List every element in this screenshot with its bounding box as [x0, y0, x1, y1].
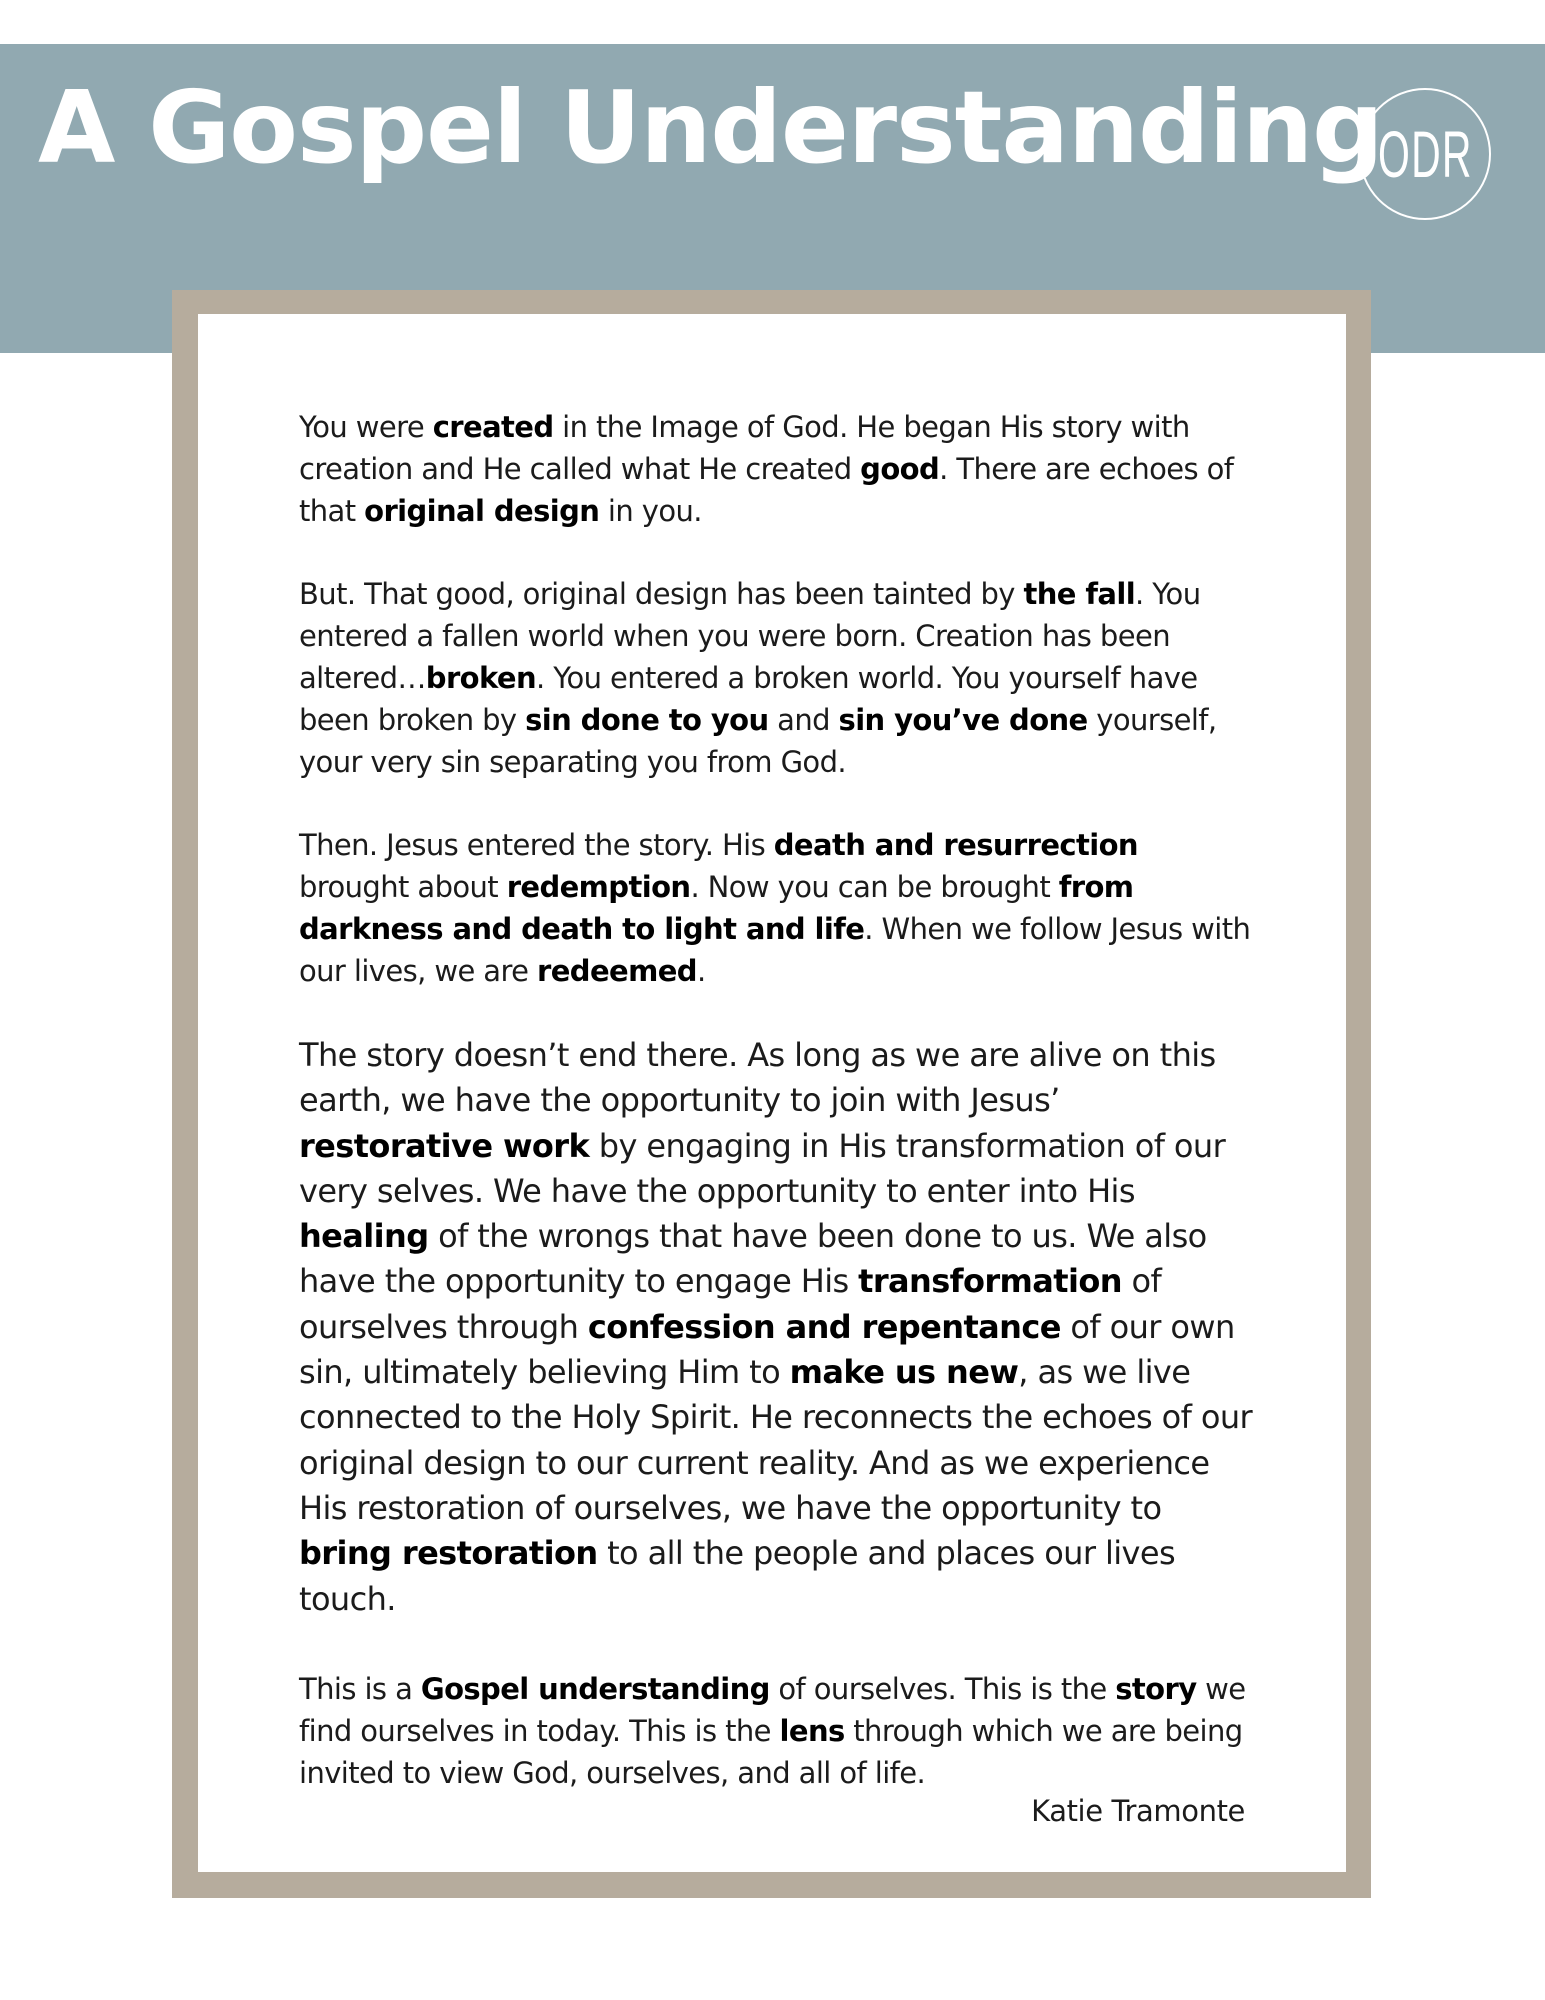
emphasis-text: good	[860, 452, 940, 486]
odr-logo	[1359, 88, 1491, 220]
emphasis-text: transformation	[858, 1262, 1122, 1301]
paragraph-gospel-understanding: This is a Gospel understanding of ourselves. This is the story we find ourselves in today. This is the lens through which we are being invited to view God, ourselves, and all of life.	[299, 1671, 1246, 1790]
emphasis-text: restorative work	[299, 1126, 590, 1165]
emphasis-text: broken	[425, 661, 536, 695]
content-card-inner	[198, 314, 1346, 1872]
emphasis-text: redemption	[506, 870, 691, 904]
emphasis-text: story	[1115, 1671, 1197, 1706]
emphasis-text: sin done to you	[525, 703, 769, 737]
emphasis-text: the fall	[1023, 577, 1136, 611]
paragraph-fall: But. That good, original design has been tainted by the fall. You entered a fallen world when you were born. Creation has been altered…broken. You entered a broken world. You yourself have been broken by sin done to you and sin you’ve done yourself, your very sin separating you from God.	[299, 577, 1217, 779]
emphasis-text: from darkness and death to light and life	[299, 870, 1134, 946]
logo-text: ODR	[1377, 117, 1473, 191]
author-signature: Katie Tramonte	[1031, 1794, 1245, 1828]
emphasis-text: redeemed	[537, 954, 697, 988]
paragraph-creation: You were created in the Image of God. He began His story with creation and He called what He created good. There are echoes of that original design in you.	[299, 410, 1234, 528]
emphasis-text: sin you’ve done	[838, 703, 1088, 737]
emphasis-text: confession and repentance	[587, 1307, 1061, 1346]
emphasis-text: healing	[299, 1217, 429, 1256]
paragraph-restoration: The story doesn’t end there. As long as we are alive on this earth, we have the opportunity to join with Jesus’ restorative work by engaging in His transformation of our very selves. We have the opportunity to enter into His healing of the wrongs that have been done to us. We also have the opportunity to engage His transformation of ourselves through confession and repentance of our own sin, ultimately believing Him to make us new, as we live connected to the Holy Spirit. He reconnects the echoes of our original design to our current reality. And as we experience His restoration of ourselves, we have the opportunity to bring restoration to all the people and places our lives touch.	[299, 1036, 1253, 1618]
body-text	[299, 406, 1254, 1835]
emphasis-text: Gospel understanding	[420, 1671, 770, 1706]
emphasis-text: make us new	[789, 1353, 1019, 1392]
page-title: A Gospel Understanding	[38, 69, 1383, 186]
paragraph-redemption: Then. Jesus entered the story. His death and resurrection brought about redemption. Now you can be brought from darkness and death to light and life. When we follow Jesus with our lives, we are redeemed.	[299, 828, 1251, 988]
emphasis-text: death and resurrection	[773, 828, 1138, 862]
emphasis-text: lens	[779, 1713, 845, 1748]
emphasis-text: created	[432, 410, 554, 444]
content-card	[172, 290, 1371, 1898]
emphasis-text: original design	[364, 494, 600, 528]
emphasis-text: bring restoration	[299, 1534, 598, 1573]
